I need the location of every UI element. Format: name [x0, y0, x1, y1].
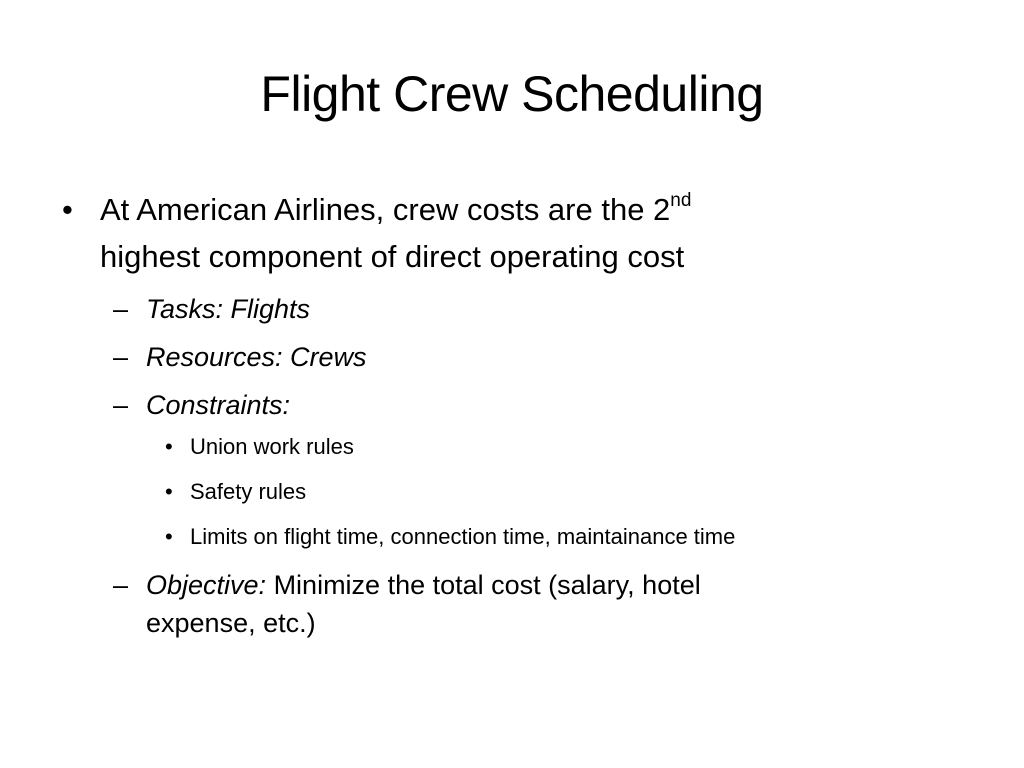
sub-item-objective-label: Objective:: [146, 570, 267, 600]
dash-icon: –: [113, 342, 129, 372]
constraint-item: [62, 522, 982, 552]
bullet-icon: •: [165, 479, 173, 504]
sub-item-resources-text: Resources: Crews: [146, 342, 367, 372]
sub-item-objective-text-line2: expense, etc.): [146, 608, 316, 638]
constraint-item: [62, 432, 982, 462]
sub-item-constraints-text: Constraints:: [146, 390, 291, 420]
sub-item-objective-text: Minimize the total cost (salary, hotel: [266, 570, 701, 600]
constraint-item: [62, 477, 982, 507]
sub-item-constraints: [62, 386, 982, 424]
bullet-icon: •: [165, 434, 173, 459]
slide-content: [62, 186, 982, 642]
sub-item-tasks: [62, 290, 982, 328]
main-bullet-text: At American Airlines, crew costs are the 2: [100, 192, 671, 227]
sub-item-resources: [62, 338, 982, 376]
sub-item-tasks-text: Tasks: Flights: [146, 294, 311, 324]
constraint-item-text: Safety rules: [190, 479, 307, 504]
slide-title: Flight Crew Scheduling: [260, 66, 764, 122]
bullet-icon: •: [165, 524, 173, 549]
constraint-item-text: Limits on flight time, connection time, maintainance time: [190, 524, 736, 549]
main-bullet: [62, 186, 982, 280]
constraint-item-text: Union work rules: [190, 434, 354, 459]
dash-icon: –: [113, 570, 129, 600]
dash-icon: –: [113, 390, 129, 420]
main-bullet-superscript: nd: [670, 189, 692, 211]
bullet-icon: •: [62, 192, 73, 227]
main-bullet-text-line2: highest component of direct operating cost: [100, 239, 685, 274]
dash-icon: –: [113, 294, 129, 324]
sub-item-objective: [62, 566, 982, 642]
